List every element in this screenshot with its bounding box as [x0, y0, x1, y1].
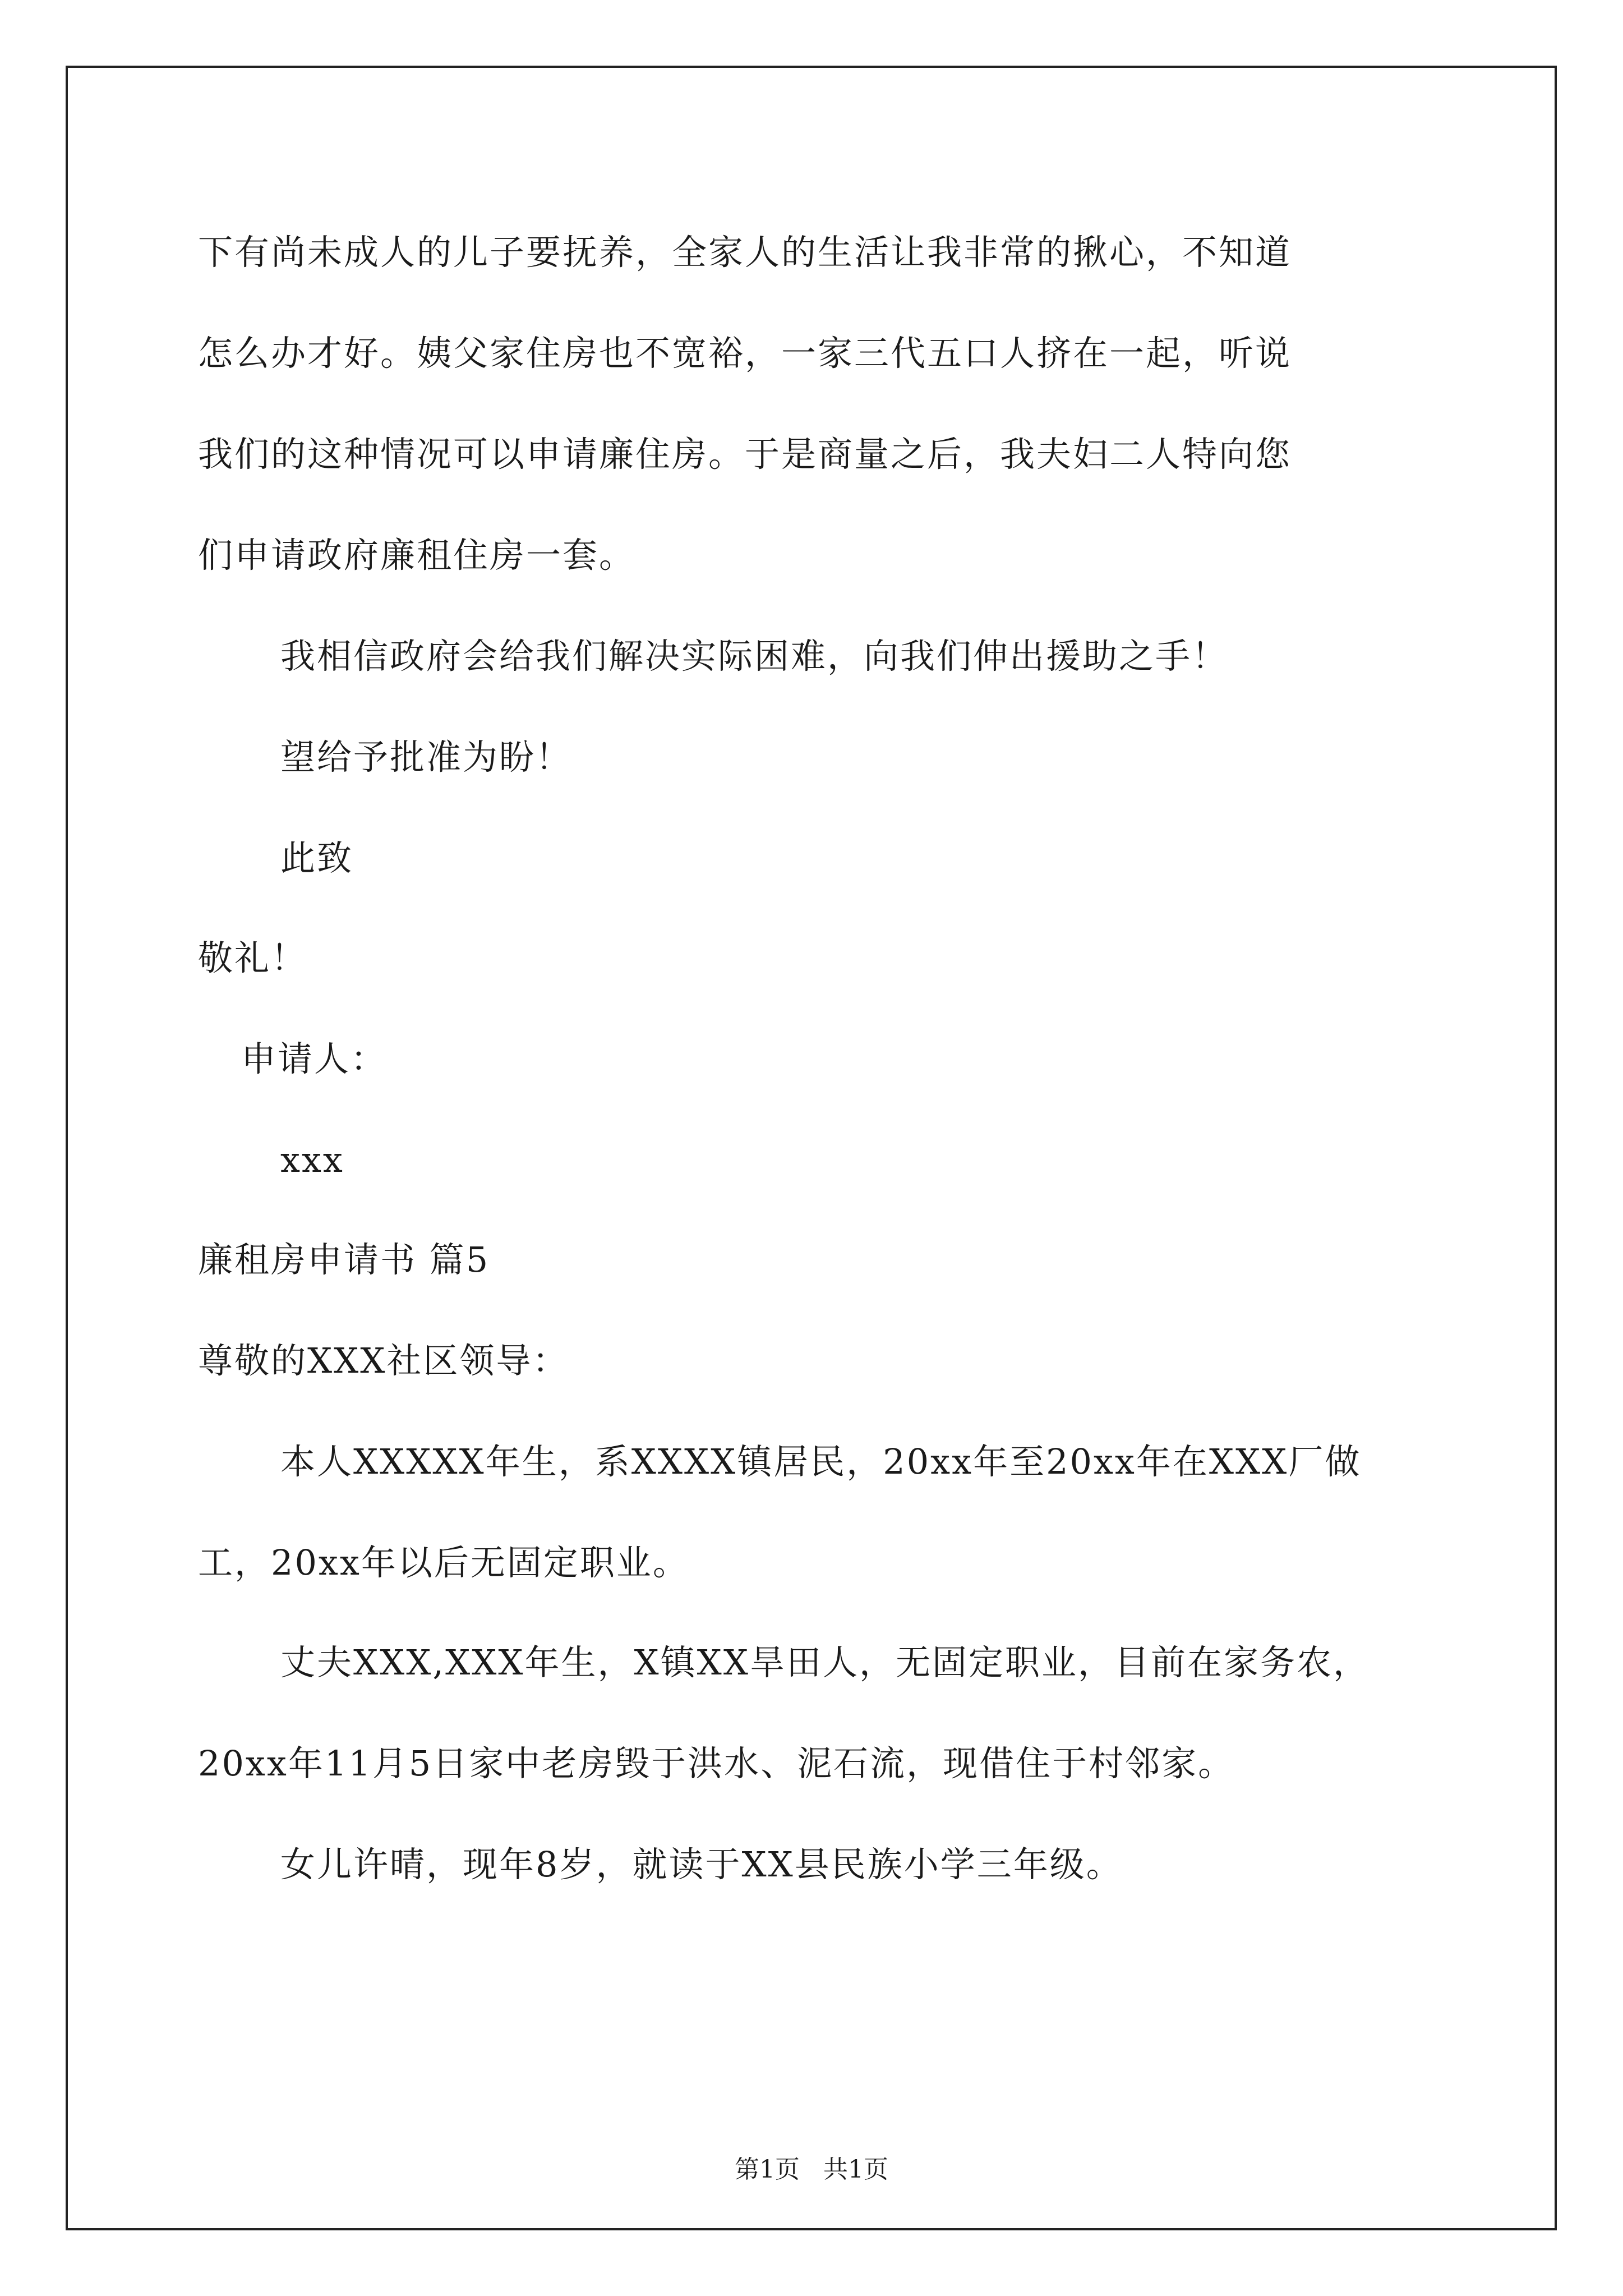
section-heading: 廉租房申请书 篇5 [198, 1239, 490, 1280]
body-line-4: 们申请政府廉租住房一套。 [198, 535, 636, 576]
body-line-self-1: 本人XXXXX年生，系XXXX镇居民，20xx年至20xx年在XXX厂做 [280, 1441, 1362, 1482]
body-line-husband-2: 20xx年11月5日家中老房毁于洪水、泥石流，现借住于村邻家。 [198, 1743, 1235, 1784]
closing-ci-zhi: 此致 [280, 838, 354, 878]
paragraph-request: 望给予批准为盼！ [280, 737, 573, 777]
body-line-daughter: 女儿许晴，现年8岁，就读于XX县民族小学三年级。 [280, 1844, 1123, 1885]
body-line-husband-1: 丈夫XXX,XXX年生，X镇XX旱田人，无固定职业，目前在家务农， [280, 1642, 1370, 1683]
applicant-label: 申请人： [241, 1038, 388, 1079]
salutation: 尊敬的XXX社区领导： [198, 1340, 569, 1381]
applicant-name: xxx [280, 1139, 344, 1180]
page-footer: 第1页 共1页 [735, 2155, 888, 2184]
closing-jing-li: 敬礼！ [198, 937, 308, 978]
body-line-2: 怎么办才好。姨父家住房也不宽裕，一家三代五口人挤在一起，听说 [198, 333, 1292, 374]
paragraph-belief: 我相信政府会给我们解决实际困难，向我们伸出援助之手！ [280, 636, 1229, 677]
body-line-1: 下有尚未成人的儿子要抚养，全家人的生活让我非常的揪心，不知道 [198, 232, 1292, 273]
body-line-self-2: 工，20xx年以后无固定职业。 [198, 1542, 689, 1583]
body-line-3: 我们的这种情况可以申请廉住房。于是商量之后，我夫妇二人特向您 [198, 434, 1292, 475]
